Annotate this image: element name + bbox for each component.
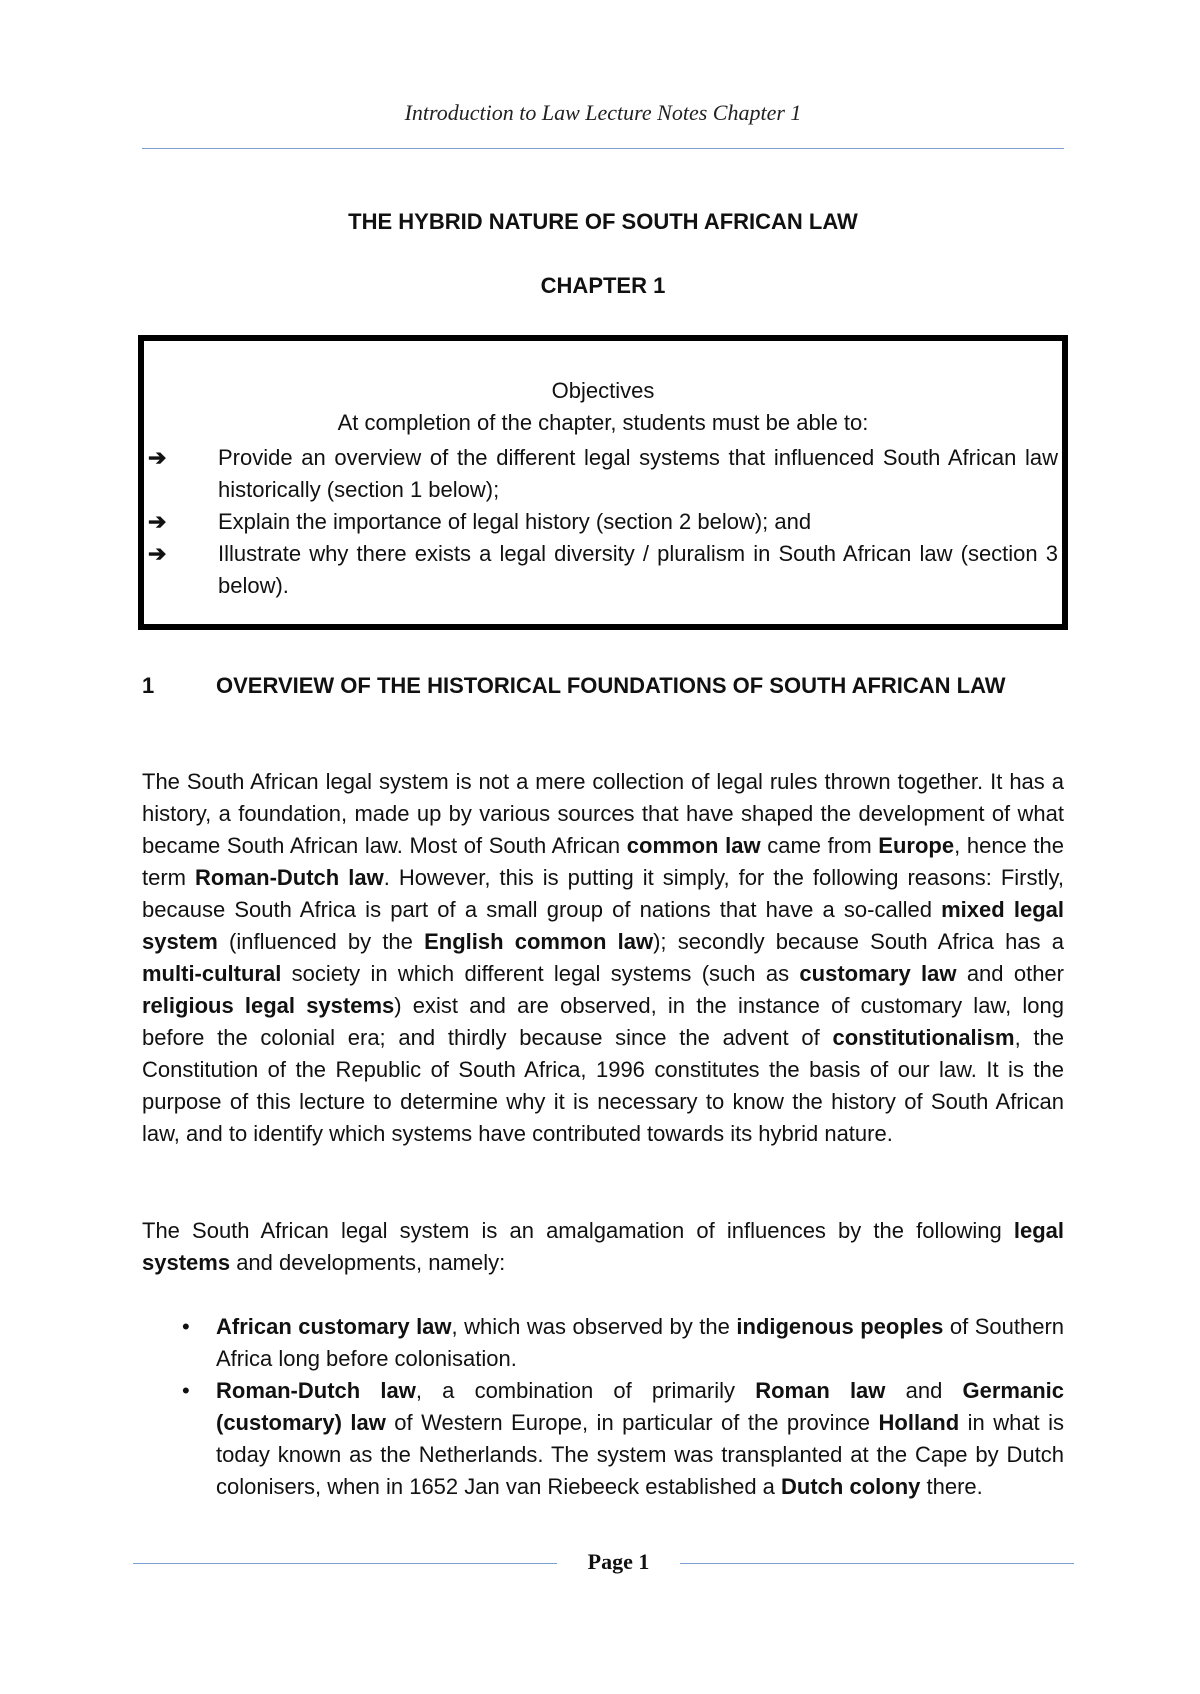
running-header: Introduction to Law Lecture Notes Chapter 1 bbox=[404, 100, 802, 125]
footer-rule-right bbox=[680, 1563, 1074, 1564]
bold-term: Roman law bbox=[755, 1378, 886, 1403]
bold-term: Germanic (customary) law bbox=[216, 1378, 1064, 1435]
bold-term: constitutionalism bbox=[832, 1025, 1015, 1050]
objectives-list bbox=[144, 442, 1062, 602]
arrow-icon: ➔ bbox=[148, 509, 167, 534]
objective-item bbox=[144, 442, 1062, 506]
bold-term: common law bbox=[626, 833, 761, 858]
list-item bbox=[142, 1375, 1064, 1503]
list-item-text: Roman-Dutch law, a combination of primarily Roman law and Germanic (customary) law of Western Europe, in particular of the province Holland in what is today known as the Netherlands. The system was transplanted at the Cape by Dutch colonisers, when in 1652 Jan van Riebeeck established a Dutch colony there. bbox=[216, 1378, 1064, 1499]
objectives-intro: At completion of the chapter, students must be able to: bbox=[337, 410, 869, 435]
list-item-text: African customary law, which was observed by the indigenous peoples of Southern Africa long before colonisation. bbox=[216, 1314, 1065, 1371]
body-paragraph-2: The South African legal system is an amalgamation of influences by the following legal systems and developments, namely: bbox=[142, 1218, 1064, 1275]
bullet-icon: • bbox=[182, 1314, 190, 1339]
bold-term: multi-cultural bbox=[142, 961, 282, 986]
list-item bbox=[142, 1311, 1064, 1375]
document-title: THE HYBRID NATURE OF SOUTH AFRICAN LAW bbox=[348, 209, 858, 234]
bold-term: religious legal systems bbox=[142, 993, 395, 1018]
objective-item bbox=[144, 538, 1062, 602]
bold-term: African customary law bbox=[216, 1314, 452, 1339]
objective-item bbox=[144, 506, 1062, 538]
legal-systems-list bbox=[142, 1311, 1064, 1503]
footer-rule-left bbox=[133, 1563, 557, 1564]
bullet-icon: • bbox=[182, 1378, 190, 1403]
bold-term: English common law bbox=[424, 929, 654, 954]
bold-term: customary law bbox=[799, 961, 957, 986]
chapter-label: CHAPTER 1 bbox=[540, 273, 666, 298]
bold-term: Holland bbox=[878, 1410, 960, 1435]
bold-term: Europe bbox=[878, 833, 955, 858]
objectives-box bbox=[138, 335, 1068, 630]
bold-term: Roman-Dutch law bbox=[195, 865, 384, 890]
bold-term: Roman-Dutch law bbox=[216, 1378, 416, 1403]
page-number: Page 1 bbox=[587, 1549, 650, 1574]
objective-text: Illustrate why there exists a legal diversity / pluralism in South African law (section 3 below). bbox=[218, 541, 1058, 598]
section-1-heading bbox=[142, 670, 1064, 702]
bold-term: indigenous peoples bbox=[736, 1314, 944, 1339]
objective-text: Provide an overview of the different legal systems that influenced South African law historically (section 1 below); bbox=[218, 445, 1058, 502]
header-rule bbox=[142, 148, 1064, 149]
arrow-icon: ➔ bbox=[148, 541, 167, 566]
section-title: OVERVIEW OF THE HISTORICAL FOUNDATIONS OF SOUTH AFRICAN LAW bbox=[216, 673, 1006, 698]
bold-term: mixed legal system bbox=[142, 897, 1064, 954]
bold-term: legal systems bbox=[142, 1218, 1064, 1275]
objectives-heading: Objectives bbox=[551, 378, 655, 403]
bold-term: Dutch colony bbox=[781, 1474, 921, 1499]
body-paragraph-1: The South African legal system is not a mere collection of legal rules thrown together. It has a history, a foundation, made up by various sources that have shaped the development of what became South African law. Most of South African common law came from Europe, hence the term Roman-Dutch law. However, this is putting it simply, for the following reasons: Firstly, because South Africa is part of a small group of nations that have a so-called mixed legal system (influenced by the English common law); secondly because South Africa has a multi-cultural society in which different legal systems (such as customary law and other religious legal systems) exist and are observed, in the instance of customary law, long before the colonial era; and thirdly because since the advent of constitutionalism, the Constitution of the Republic of South Africa, 1996 constitutes the basis of our law. It is the purpose of this lecture to determine why it is necessary to know the history of South African law, and to identify which systems have contributed towards its hybrid nature. bbox=[142, 769, 1065, 1146]
objective-text: Explain the importance of legal history (section 2 below); and bbox=[218, 509, 812, 534]
section-number: 1 bbox=[142, 673, 155, 698]
arrow-icon: ➔ bbox=[148, 445, 167, 470]
